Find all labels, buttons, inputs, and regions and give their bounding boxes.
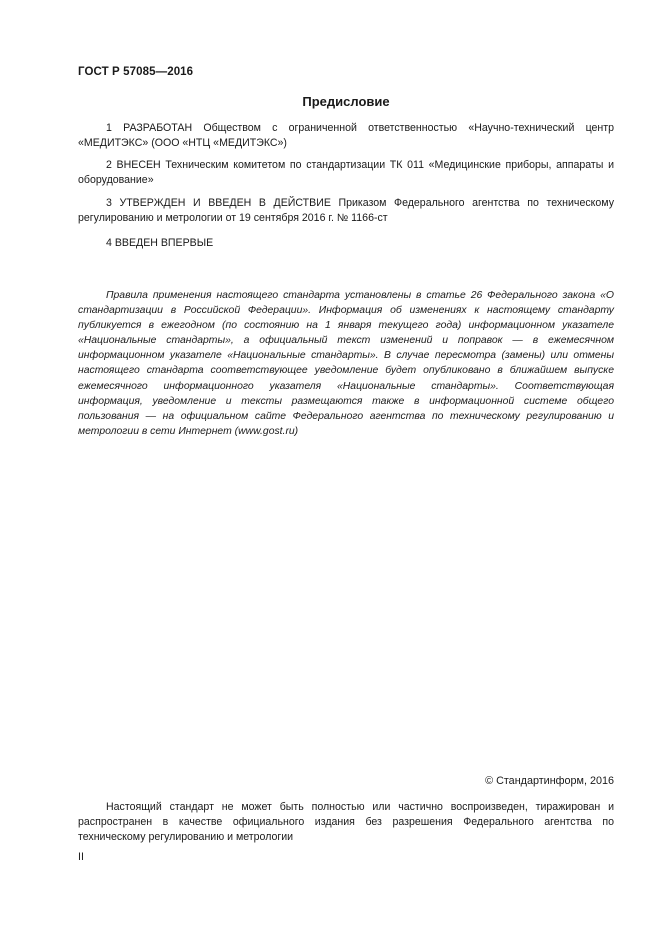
- preface-item-4: [78, 236, 614, 251]
- preface-item-4-text: 4 ВВЕДЕН ВПЕРВЫЕ: [106, 237, 214, 249]
- reproduction-notice-text: Настоящий стандарт не может быть полностью или частично воспроизведен, тиражирован и распространен в качестве официального издания без разрешения Федерального агентства по техническому регулированию и метрологии: [78, 801, 614, 843]
- preface-item-3: [78, 196, 614, 226]
- preface-item-3-text: 3 УТВЕРЖДЕН И ВВЕДЕН В ДЕЙСТВИЕ Приказом Федерального агентства по техническому регулированию и метрологии от 19 сентября 2016 г. № 1166-ст: [78, 197, 614, 224]
- preface-item-1-text: 1 РАЗРАБОТАН Обществом с ограниченной ответственностью «Научно-технический центр «МЕДИТЭКС» (ООО «НТЦ «МЕДИТЭКС»): [78, 122, 614, 149]
- preface-item-2-text: 2 ВНЕСЕН Техническим комитетом по стандартизации ТК 011 «Медицинские приборы, аппараты и оборудование»: [78, 159, 614, 186]
- application-rules-notice: [78, 288, 614, 439]
- preface-item-1: [78, 121, 614, 151]
- page-number: II: [78, 851, 84, 863]
- preface-item-2: [78, 158, 614, 188]
- copyright-line: © Стандартинформ, 2016: [485, 775, 614, 787]
- notice-text: Правила применения настоящего стандарта установлены в статье 26 Федерального закона «О стандартизации в Российской Федерации». Информация об изменениях к настоящему стандарту публикуется в ежегодном (по состоянию на 1 января текущего года) информационном указателе «Национальные стандарты», а официальный текст изменений и поправок — в ежемесячном информационном указателе «Национальные стандарты». В случае пересмотра (замены) или отмены настоящего стандарта соответствующее уведомление будет опубликовано в ближайшем выпуске ежемесячного информационного указателя «Национальные стандарты». Соответствующая информация, уведомление и тексты размещаются также в информационной системе общего пользования — на официальном сайте Федерального агентства по техническому регулированию и метрологии в сети Интернет (www.gost.ru): [78, 290, 614, 437]
- standard-code: ГОСТ Р 57085—2016: [78, 66, 194, 78]
- page-title: Предисловие: [302, 94, 390, 109]
- reproduction-notice: [78, 800, 614, 845]
